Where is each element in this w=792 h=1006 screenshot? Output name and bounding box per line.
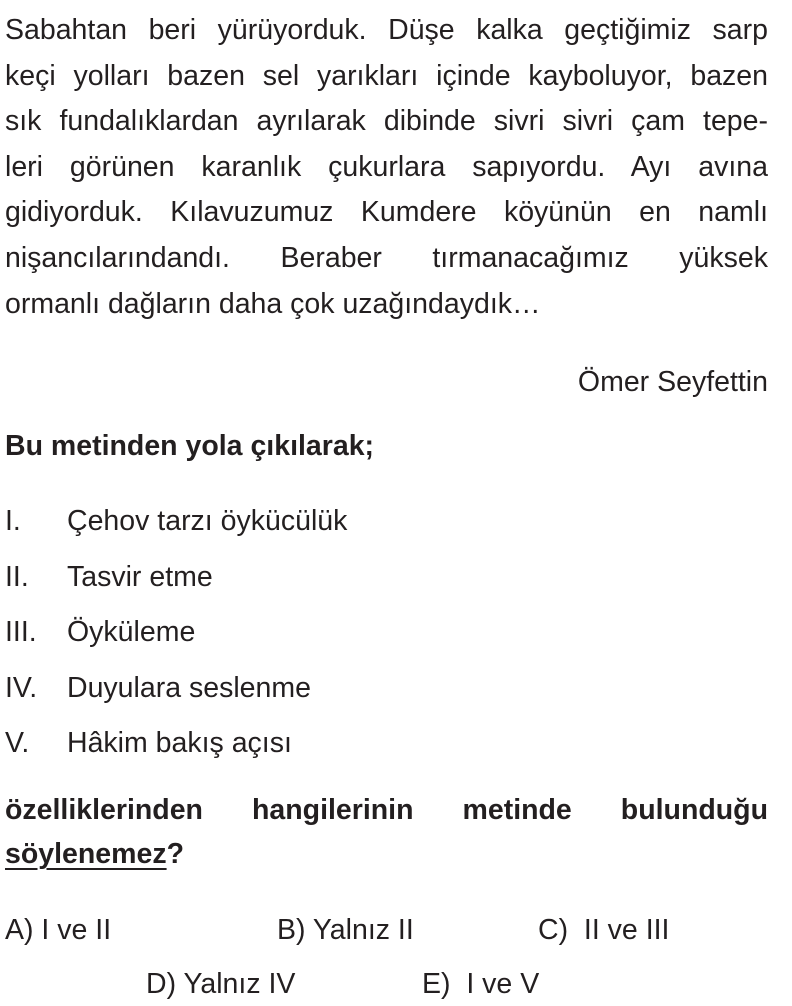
emphasized-word: söylenemez bbox=[5, 838, 167, 870]
statement-text: Tasvir etme bbox=[67, 560, 213, 593]
question-prompt-line bbox=[5, 832, 768, 876]
answer-choice-b[interactable] bbox=[277, 910, 414, 950]
statement-item bbox=[5, 668, 347, 724]
choice-text: I ve II bbox=[41, 914, 112, 946]
passage-line: gidiyorduk. Kılavuzumuz Kumdere köyünün en namlı bbox=[5, 196, 768, 229]
question-stem: Bu metinden yola çıkılarak; bbox=[5, 430, 375, 462]
statement-item bbox=[5, 723, 347, 779]
statement-list bbox=[5, 501, 347, 779]
statement-numeral: IV. bbox=[5, 671, 38, 704]
passage-text bbox=[5, 8, 768, 327]
statement-numeral: I. bbox=[5, 505, 21, 537]
answer-choice-d[interactable] bbox=[146, 964, 295, 1004]
statement-text: Öyküleme bbox=[67, 616, 196, 648]
statement-numeral: II. bbox=[5, 560, 29, 593]
choice-letter: B) bbox=[277, 914, 306, 946]
question-prompt bbox=[5, 788, 768, 876]
choice-letter: A) bbox=[5, 914, 34, 946]
choice-text: I ve V bbox=[466, 968, 540, 1000]
answer-choice-a[interactable] bbox=[5, 910, 111, 950]
passage-line: leri görünen karanlık çukurlara sapıyordu. Ayı avına bbox=[5, 150, 768, 183]
statement-item bbox=[5, 557, 347, 613]
passage-line: keçi yolları bazen sel yarıkları içinde kayboluyor, bazen bbox=[5, 59, 768, 92]
passage-line: ormanlı dağların daha çok uzağındaydık… bbox=[5, 287, 541, 320]
answer-choice-c[interactable] bbox=[538, 910, 669, 950]
passage-line: nişancılarındandı. Beraber tırmanacağımız yüksek bbox=[5, 241, 768, 274]
choice-text: Yalnız II bbox=[312, 914, 414, 946]
statement-item bbox=[5, 612, 347, 668]
statement-text: Çehov tarzı öykücülük bbox=[67, 505, 348, 537]
choice-text: II ve III bbox=[583, 914, 670, 946]
passage-line: sık fundalıklardan ayrılarak dibinde sivri sivri çam tepe- bbox=[5, 105, 768, 138]
choice-letter: E) bbox=[422, 968, 451, 1000]
statement-numeral: III. bbox=[5, 616, 37, 648]
question-mark: ? bbox=[166, 838, 185, 870]
statement-text: Hâkim bakış açısı bbox=[67, 727, 292, 759]
choice-text: Yalnız IV bbox=[183, 968, 296, 1000]
choice-letter: D) bbox=[146, 968, 177, 1000]
passage-line: Sabahtan beri yürüyorduk. Düşe kalka geçtiğimiz sarp bbox=[5, 14, 768, 46]
question-prompt-line: özelliklerinden hangilerinin metinde bulunduğu bbox=[5, 794, 768, 826]
statement-numeral: V. bbox=[5, 727, 30, 759]
statement-text: Duyulara seslenme bbox=[67, 671, 311, 704]
choice-letter: C) bbox=[538, 914, 569, 946]
statement-item bbox=[5, 501, 347, 557]
answer-choice-e[interactable] bbox=[422, 964, 539, 1004]
passage-author: Ömer Seyfettin bbox=[577, 366, 768, 398]
